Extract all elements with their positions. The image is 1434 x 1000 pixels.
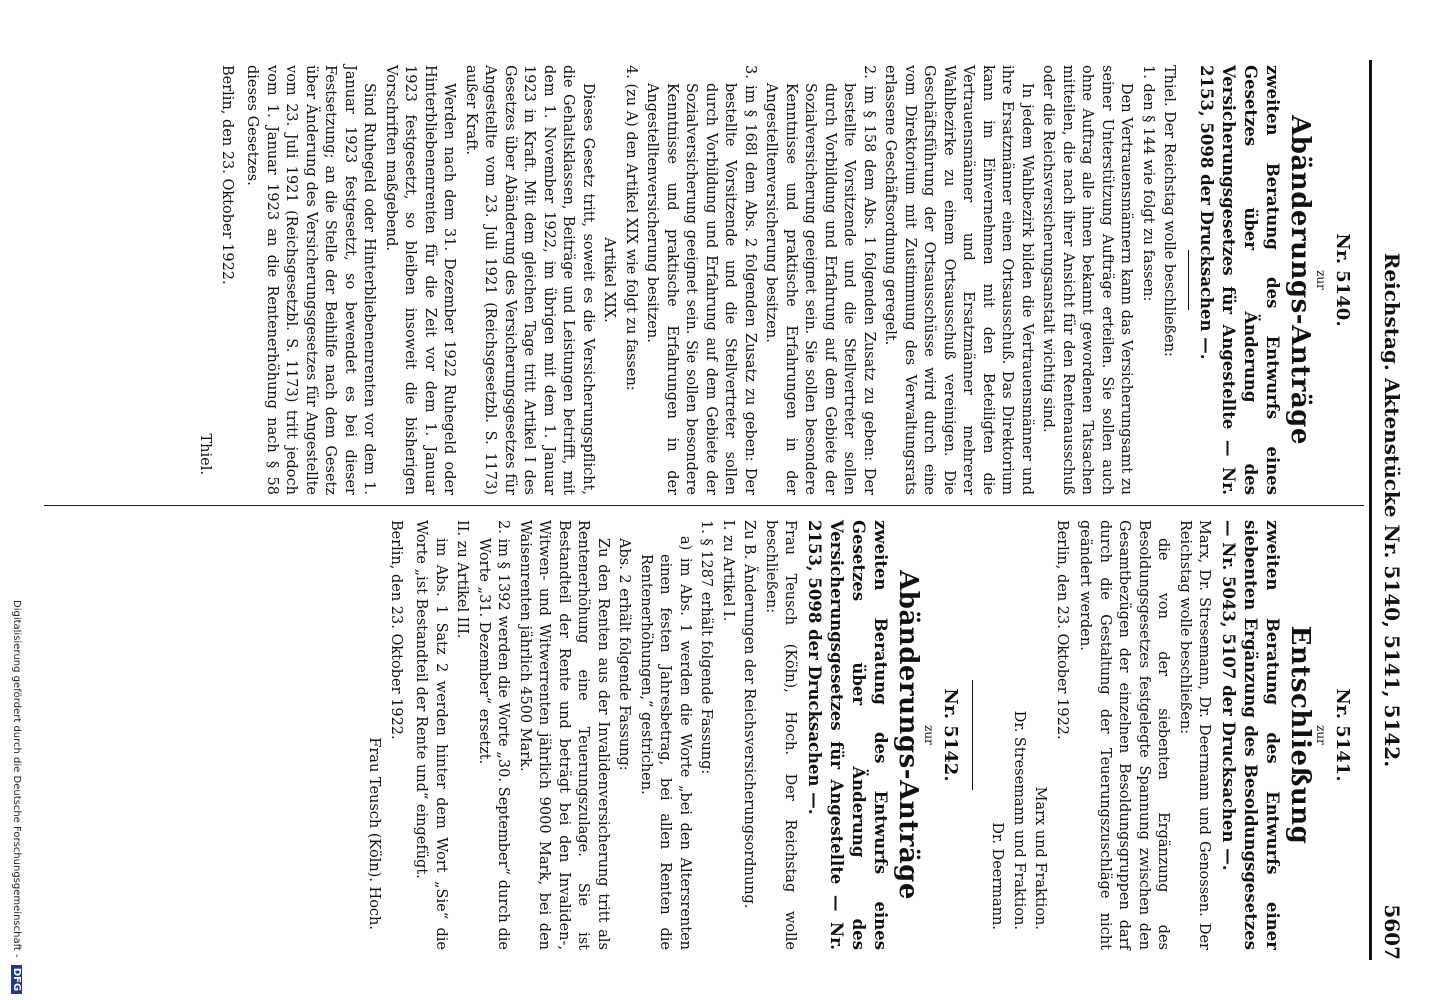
item-1b: Abs. 2 erhält folgende Fassung: xyxy=(616,538,633,771)
item-1: 1. § 1287 erhält folgende Fassung: xyxy=(698,520,715,775)
header-title: Reichstag. Aktenstücke Nr. 5140, 5141, 5142. xyxy=(1380,252,1404,768)
article-heading: Artikel XIX. xyxy=(601,237,618,323)
doc-lead: zweiten Beratung des Entwurfs eines Gesetzes über Änderung des Versicherungsgesetzes für Angestellte — Nr. 2153, 5098 der Drucksachen —. xyxy=(805,520,891,950)
header-rule xyxy=(1369,60,1372,960)
signature: Frau Teusch (Köln). Hoch. xyxy=(366,737,383,930)
item-1-paragraph-1: Den Vertrauensmännern kann das Versicherungsamt zu seiner Unterstützung Aufträge erteilen. Sie sollen auch ohne Auftrag alle ihnen bekannt gewordenen Tatsachen mitteilen, die nach ihrer Ansicht für den Rentenausschuß oder die Reichsversicherungsanstalt wichtig sind. xyxy=(1040,65,1135,495)
doc-title: Entschließung xyxy=(1285,625,1315,845)
doc-title: Abänderungs-Anträge xyxy=(893,570,923,900)
signature-line-1: Marx und Fraktion. xyxy=(1032,786,1049,930)
signature-line-2: Dr. Stresemann und Fraktion. xyxy=(1011,710,1027,930)
article-paragraph-2: Werden nach dem 31. Dezember 1922 Ruhegeld oder Hinterbliebenenrenten für die Zeit vor dem 1. Januar 1923 festgesetzt, so bleiben insoweit die bisherigen Vorschriften maßgebend. xyxy=(383,65,458,495)
item-3: 3. im § 168l dem Abs. 2 folgenden Zusatz zu geben: Der bestellte Vorsitzende und die Stellvertreter sollen durch Vorbildung und Erfahrung auf dem Gebiete der Sozialversicherung geeignet sein. Sie sollen besondere Kenntnisse und praktische Erfahrungen in der Angestelltenversicherung besitzen. xyxy=(644,65,758,495)
signature: Thiel. xyxy=(197,433,214,475)
section-i: I. zu Artikel I. xyxy=(720,520,736,622)
article-paragraph-3: Sind Ruhegeld oder Hinterbliebenenrenten vor dem 1. Januar 1923 festgesetzt, so bewendet es bei dieser Festsetzung; an die Stelle der Beihilfe nach dem Gesetz über Änderung des Versicherungsgesetzes für Angestellte vom 23. Juli 1921 (Reichsgesetzbl. S. 1173) tritt jedoch vom 1. Januar 1923 an die Rentenerhöhung nach § 58 dieses Gesetzes. xyxy=(244,65,378,495)
item-1-intro: 1. den § 144 wie folgt zu fassen: xyxy=(1140,65,1156,302)
right-column xyxy=(362,520,1356,950)
separator-rule xyxy=(972,680,973,790)
dfg-logo: DFG xyxy=(11,965,22,994)
left-column xyxy=(193,65,1356,495)
doc-lead: zweiten Beratung des Entwurfs einer siebenten Ergänzung des Besoldungsgesetzes — Nr. 5043, 5107 der Drucksachen —. xyxy=(1219,520,1283,950)
signature-line-3: Dr. Deermann. xyxy=(989,822,1006,930)
item-4: 4. (zu A) den Artikel XIX wie folgt zu fassen: xyxy=(623,65,639,391)
zur-label: zur xyxy=(1314,725,1329,745)
item-1a: a) im Abs. 1 werden die Worte „bei den Altersrenten einen festen Jahresbetrag, bei allen Renten die Rentenerhöhungen,“ gestrichen. xyxy=(638,536,693,950)
date-line: Berlin, den 23. Oktober 1922. xyxy=(1054,520,1070,740)
page-number: 5607 xyxy=(1380,904,1404,960)
doc-number-5142: Nr. 5142. xyxy=(940,688,961,782)
doc-lead: zweiten Beratung des Entwurfs eines Gesetzes über Änderung des Versicherungsgesetzes für Angestellte — Nr. 2153, 5098 der Drucksachen —. xyxy=(1197,65,1283,495)
zur-label: zur xyxy=(922,725,937,745)
date-line: Berlin, den 23. Oktober 1922. xyxy=(388,520,404,740)
motion-body: die von der siebenten Ergänzung des Besoldungsgesetzes festgelegte Spannung zwischen den Gesamtbezügen der einzelnen Besoldungsgruppen darf durch die Gestaltung der Teuerungszuschläge nicht geändert werden. xyxy=(1077,520,1172,950)
motion-intro: Frau Teusch (Köln), Hoch. Der Reichstag wolle beschließen: xyxy=(763,520,799,950)
running-header xyxy=(1378,60,1404,960)
digitization-note xyxy=(11,600,22,994)
item-1-paragraph-2: In jedem Wahlbezirk bilden die Vertrauensmänner und ihre Ersatzmänner einen Ortsausschuß. Das Direktorium kann im Einvernehmen mit den Beteiligten die Vertrauensmänner und Ersatzmänner mehrerer Wahlbezirke zu einem Ortsausschuß vereinigen. Die Geschäftsführung der Ortsausschüsse wird durch eine vom Direktorium mit Zustimmung des Verwaltungsrats erlassene Geschäftsordnung geregelt. xyxy=(882,65,1035,495)
zur-label: zur xyxy=(1314,270,1329,290)
section-ii: II. zu Artikel III. xyxy=(454,520,471,639)
doc-title: Abänderungs-Anträge xyxy=(1285,115,1315,445)
article-paragraph-1: Dieses Gesetz tritt, soweit es die Versicherungspflicht, die Gehaltsklassen, Beiträge und Leistungen betrifft, mit dem 1. November 1922, im übrigen mit dem 1. Januar 1923 in Kraft. Mit dem gleichen Tage tritt Artikel I des Gesetzes über Abänderung des Versicherungsgesetzes für Angestellte vom 23. Juli 1921 (Reichsgesetzbl. S. 1173) außer Kraft. xyxy=(463,65,596,495)
date-line: Berlin, den 23. Oktober 1922. xyxy=(219,65,235,285)
item-1c: Zu den Renten aus der Invalidenversicherung tritt als Rentenerhöhung eine Teuerungszulage. Sie ist Bestandteil der Rente und beträgt bei den Invaliden-, Witwen- und Witwerrenten jährlich 9000 Mark, bei den Waisenrenten jährlich 4500 Mark. xyxy=(517,520,611,950)
separator-rule xyxy=(1189,250,1190,310)
section-zu-b: Zu B. Änderungen der Reichsversicherungsordnung. xyxy=(741,520,758,909)
motion-intro: Thiel. Der Reichstag wolle beschließen: xyxy=(1161,65,1178,357)
item-2: 2. im § 158 dem Abs. 1 folgenden Zusatz zu geben: Der bestellte Vorsitzende und die Stellvertreter sollen durch Vorbildung und Erfahrung auf dem Gebiete der Sozialversicherung geeignet sein. Sie sollen besondere Kenntnisse und praktische Erfahrungen in der Angestelltenversicherung besitzen. xyxy=(763,65,877,495)
item-2: 2. im § 1392 werden die Worte „30. September“ durch die Worte „31. Dezember“ ersetzt. xyxy=(476,520,512,950)
doc-number-5140: Nr. 5140. xyxy=(1332,233,1353,327)
section-ii-body: im Abs. 1 Satz 2 werden hinter dem Wort „Sie“ die Worte „ist Bestandteil der Rente und“ eingefügt. xyxy=(413,520,449,950)
motion-intro: Marx, Dr. Stresemann, Dr. Deermann und Genossen. Der Reichstag wolle beschließen: xyxy=(1177,520,1213,950)
digitization-note-text: Digitalisierung gefördert durch die Deutsche Forschungsgemeinschaft - xyxy=(11,600,22,958)
column-divider xyxy=(44,505,1364,506)
doc-number-5141: Nr. 5141. xyxy=(1332,688,1353,782)
